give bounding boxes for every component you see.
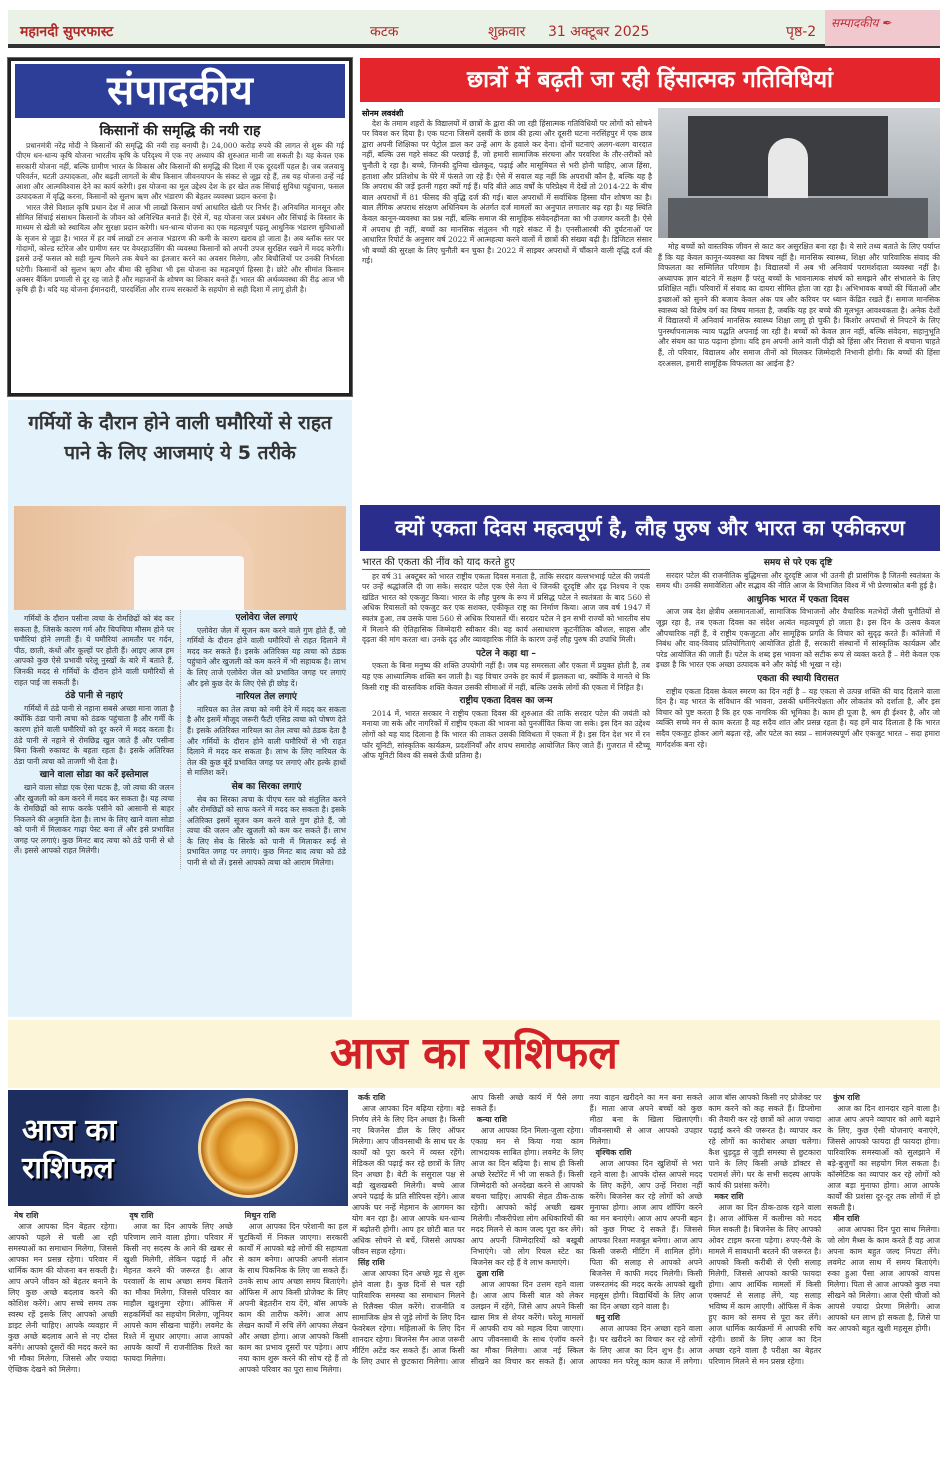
classroom-photo <box>658 108 940 238</box>
editorial-subtitle: किसानों की समृद्धि की नयी राह <box>99 123 261 139</box>
section-heading: ठंडे पानी से नहाएं <box>65 691 123 702</box>
zodiac-sign-name: कुंभ राशि <box>833 1093 860 1102</box>
paragraph: गर्मियों के दौरान पसीना त्वचा के रोमछिद्रों को बंद कर सकता है, जिसके कारण गर्म और चिपचिपा मौसम होने पर घमौरियां होने लगती हैं। ये घमौरियां आमतौर पर गर्दन, पीठ, छाती, कंधों और कूल्हों पर होती हैं। आइए आज हम आपको कुछ ऐसे प्रभावी घरेलू नुस्खों के बारे में बताते हैं, जिनकी मदद से गर्मियों के दौरान होने वाली घमौरियों से राहत पाई जा सकती है। <box>14 614 174 687</box>
paragraph: गर्मियों में ठंडे पानी से नहाना सबसे अच्छा माना जाता है क्योंकि ठंडा पानी त्वचा को ठंडक पहुंचाता है और गर्मी के कारण होने वाली घमौरियों को दूर करने में मदद करता है। ठंडे पानी से नहाने से रोमछिद्र खुल जाते हैं और पसीना बिना किसी रुकावट के बहता रहता है। इसके अतिरिक्त ठंडा पानी त्वचा को ताजगी भी देता है। <box>14 703 174 766</box>
horoscope-text: आज आपका दिन बढ़िया रहेगा। बड़े निर्णय लेने के लिए दिन अच्छा है। किसी नए बिजनेस डील के लिए ऑफर मिलेगा। आप जीवनसाथी के साथ घर के कार्यों को पूरा करने में व्यस्त रहेंगे। मेडिकल की पढ़ाई कर रहे छात्रों के लिए दिन अच्छा है। बेटी के ससुराल पक्ष से बड़ी खुशखबरी मिलेगी। बच्चे आज अपने पढ़ाई के प्रति सीरियस रहेंगे। आज आपके घर नन्हें मेहमान के आगमन का योग बन रहा है। आज आपके धन-धान्य में बढ़ोतरी होगी। आप हर छोटी बात पर अधिक सोचने से बचें, जिससे आपका जीवन सहज रहेगा। <box>352 1104 465 1256</box>
newspaper-name: महानदी सुपरफास्ट <box>20 24 114 40</box>
editorial-logo <box>825 10 940 46</box>
masthead-bar <box>8 10 940 48</box>
zodiac-sign-name: सिंह राशि <box>358 1258 385 1267</box>
section-heading: राष्ट्रीय एकता दिवस का जन्म <box>459 696 553 707</box>
weekday: शुक्रवार <box>488 24 526 40</box>
health-headline: गर्मियों के दौरान होने वाली घमौरियों से राहत पाने के लिए आजमाएं ये 5 तरीके <box>28 412 332 464</box>
section-heading: नारियल तेल लगाएं <box>236 692 297 703</box>
horoscope-text: आज का दिन शानदार रहने वाला है। आज आप अपने व्यापार को आगे बढ़ाने के लिए, कुछ ऐसी योजनाएं बनाएंगे, जिससे आपको फायदा ही फायदा होगा। पारिवारिक समस्याओं को सुलझाने में बड़े-बुजुर्गों का सहयोग मिल सकता है। कॉस्मेटिक का व्यापार कर रहे लोगों को आज बड़ा मुनाफा होगा। आज आपके कार्यों की प्रशंसा दूर-दूर तक लोगों में हो सकती है। <box>827 1104 940 1212</box>
zodiac-sign-name: मिथुन राशि <box>244 1211 276 1220</box>
section-heading: एलोवेरा जेल लगाएं <box>235 613 298 623</box>
horoscope-text: आज आपका दिन परेशानी का हल चुटकियों में निकल जाएगा। सरकारी कार्यों में आपको बड़े लोगों की सहायता से काम बनेगा। आपकी अपनी संतान के साथ पिकनिक के लिए जा सकते हैं। उनके साथ आप अच्छा समय बिताएंगे। ऑफिस में आप किसी प्रोजेक्ट के लिए अपनी बेहतरीन राय देंगे, बॉस आपके काम की तारीफ करेंगे। आज आप लेखन कार्यों में रुचि लेंगे आपका लेखन और अच्छा होगा। आज आपको किसी काम का प्रभाव दूसरों पर पड़ेगा। आप नया काम शुरू करने की सोच रहे हैं तो आपको परिवार का पूरा साथ मिलेगा। <box>238 1222 348 1374</box>
section-heading: एकता की स्थायी विरासत <box>757 673 839 684</box>
zodiac-sign-name: मकर राशि <box>714 1192 744 1201</box>
paragraph: आज जब देश क्षेत्रीय असमानताओं, सामाजिक विभाजनों और वैचारिक मतभेदों जैसी चुनौतियों से जूझ रहा है, तब एकता दिवस का संदेश अत्यंत महत्वपूर्ण हो जाता है। इस दिन के उत्सव केवल औपचारिक नहीं हैं, वे राष्ट्रीय एकजुटता और सामूहिक प्रगति के विचार को सुदृढ़ करते हैं। कॉलेजों में निबंध और वाद-विवाद प्रतियोगिताएं आयोजित होती हैं, सरकारी संस्थानों में सांस्कृतिक कार्यक्रम और परेड आयोजित की जाती हैं। पटेल के शब्द इस भावना को सटीक रूप से व्यक्त करते हैं – मेरी केवल एक इच्छा है कि भारत एक अच्छा उत्पादक बने और कोई भी भूखा न रहे। <box>656 607 940 670</box>
zodiac-sign-name: मेष राशि <box>14 1211 39 1220</box>
horoscope-text: आज का दिन आपके लिए अच्छे परिणाम लाने वाला होगा। परिवार में किसी नए सदस्य के आने की खबर से खुशी मिलेगी, लेकिन पढ़ाई में और मेहनत करने की जरूरत है। आज परवालों के साथ अच्छा समय बिताने का मौका मिलेगा, जिससे परिवार का माहौल खुशनुमा रहेगा। ऑफिस में सहकर्मियों का सहयोग मिलेगा, जूनियर आपसे काम सीखना चाहेंगे। लवमेट के रिश्ते में सुधार आएगा। आज आपको आपके कार्यों में राजनीतिक रिश्ते का फायदा मिलेगा। <box>123 1222 233 1363</box>
paragraph: सरदार पटेल की राजनीतिक बुद्धिमत्ता और दूरदृष्टि आज भी उतनी ही प्रासंगिक है जितनी स्वतंत्रता के समय थी। उनकी समावेशिता और सद्भाव की नीति आज के विभाजित विश्व में भी प्रेरणास्रोत बनी हुई है। <box>656 570 940 591</box>
paragraph: एकता के बिना मनुष्य की शक्ति उपयोगी नहीं है। जब यह समरसता और एकता में प्रयुक्त होती है, तब यह एक आध्यात्मिक शक्ति बन जाती है। यह विचार उनके हर कार्य में झलकता था, क्योंकि वे मानते थे कि किसी राष्ट्र की वास्तविक शक्ति केवल उसकी सीमाओं में नहीं, बल्कि उसके लोगों की एकता में निहित है। <box>362 661 650 692</box>
health-article <box>8 400 352 1017</box>
violence-col-1 <box>362 108 652 267</box>
section-heading: समय से परे एक दृष्टि <box>763 558 833 568</box>
editorial-box <box>8 58 352 396</box>
zodiac-sign-name: कन्या राशि <box>476 1115 507 1124</box>
date: 31 अक्टूबर 2025 <box>548 24 650 40</box>
city: कटक <box>370 24 399 40</box>
zodiac-sign-name: वृष राशि <box>129 1211 154 1220</box>
ekta-col-1 <box>362 555 650 762</box>
horoscope-text: आज का दिन ठीक-ठाक रहने वाला है। आज ऑफिस में कलीग्स को मदद मिल सकती है। बिजनेस के लिए आपको ओवर टाइम करना पड़ेगा। रुपए-पैसे के मामले में सावधानी बरतने की जरूरत है। आपको किसी करीबी से ऐसी सलाह मिलेगी, जिससे आपको काफी फायदा होगा। आप आर्थिक मामलों में किसी एक्सपर्ट से सलाह लेंगे, यह सलाह भविष्य में काम आएगी। ऑफिस में केक हुए काम को समय से पूरा कर लेंगे। आज धार्मिक कार्यक्रमों में आपकी रुचि रहेगी। छात्रों के लिए आज का दिन अच्छा रहने वाला है परीक्षा का बेहतर परिणाम मिलने से मन प्रसन्न रहेगा। <box>708 1203 822 1366</box>
horoscope-text: आज आपका दिन खुशियों से भरा रहने वाला है। आपके दोस्त आपसे मदद के लिए कहेंगे, आप उन्हें निराश नहीं करेंगे। बिजनेस कर रहे लोगों को अच्छे मुनाफा होगा। आज आप शॉपिंग करने का मन बनाएंगे। आज आप अपनी बहन को कुछ गिफ्ट दे सकते हैं। जिससे आपका रिश्ता मजबूत बनेगा। आज आप किसी जरूरी मीटिंग में शामिल होंगे। पिता की सलाह से आपको अपने बिजनेस में काफी मदद मिलेगी। किसी जरूरतमंद की मदद करके आपको खुशी महसूस होगी। विद्यार्थियों के लिए आज का दिन अच्छा रहने वाला है। <box>589 1159 703 1311</box>
editorial-logo-text: सम्पादकीय <box>831 16 879 30</box>
horoscope-text: आज आपका दिन उत्तम रहने वाला है। आज आप किसी बात को लेकर उलझन में रहेंगे, जिसे आप अपने किसी खास मित्र से शेयर करेंगे। घरेलू मामलों में आपकी राय को महत्व दिया जाएगा। आप जीवनसाथी के साथ एंजॉय करने का मौका मिलेगा। आज नई स्किल सीखने का विचार कर सकते हैं। आज नया वाहन खरीदने का मन बना सकते हैं। माता आज अपने बच्चों को कुछ मीठा बना के खिला खिलाएंगी। जीवनसाथी से आज आपको उपहार मिलेगा। <box>470 1093 703 1366</box>
rashifal-columns-right <box>352 1092 940 1367</box>
horoscope-text: आज आपका दिन अच्छे मूड से शुरू होने वाला है। कुछ दिनों से चल रही पारिवारिक समस्या का समाधान मिलने से रिलैक्स फील करेंगे। राजनीति व सामाजिक क्षेत्र से जुड़े लोगों के लिए दिन फेवरेबल रहेगा। महिलाओं के लिए दिन शानदार रहेगा। बिजनेस मैन आज जरूरी मीटिंग अटेंड कर सकते हैं। आज किसी के लिए उधार से छुटकारा मिलेगा। आज आप किसी अच्छे कार्य में पैसे लगा सकते हैं। <box>352 1093 584 1366</box>
zodiac-sign-name: मीन राशि <box>833 1214 860 1223</box>
zodiac-wheel-icon <box>198 1098 298 1198</box>
section-heading: सेब का सिरका लगाएं <box>231 781 302 792</box>
paragraph: नारियल का तेल त्वचा को नमी देने में मदद कर सकता है और इसमें मौजूद जरूरी फैटी एसिड त्वचा को पोषण देते हैं। इसके अतिरिक्त नारियल का तेल त्वचा को ठंडक देता है और गर्मियों के दौरान होने वाली घमौरियों से भी राहत दिलाने में मदद कर सकता है। लाभ के लिए नारियल के तेल की कुछ बूंदें प्रभावित जगह पर लगाएं और हल्के हाथों से मालिश करें। <box>187 704 346 778</box>
pen-icon: ✒ <box>882 16 893 30</box>
horoscope-text: आज आपका दिन पूरा साथ मिलेगा। जो लोग मैथ्स के काम करते हैं वह आज अपना काम बहुत जल्द निपटा लेंगे। लवमेट आज साथ में समय बिताएंगे। रुका हुआ पैसा आज आपको वापस मिलेगा। पिता से आज आपको कुछ नया सीखने को मिलेगा। आज ऐसी चीजों को आपसे ज्यादा प्रेरणा मिलेगी। आज आपको धन लाभ हो सकता है, जिसे पा कर आपको बहुत खुशी महसूस होगी। <box>827 1225 940 1333</box>
paragraph: सेब का सिरका त्वचा के पीएच स्तर को संतुलित करने और रोमछिद्रों को साफ करने में मदद कर सकता है। इसके अतिरिक्त इसमें सूजन कम करने वाले गुण होते हैं, जो त्वचा की जलन और खुजली को कम कर सकते हैं। लाभ के लिए सेब के सिरके को पानी में मिलाकर रूई से प्रभावित जगह पर लगाएं। कुछ मिनट बाद त्वचा को ठंडे पानी से धो लें। इससे आपको त्वचा को आराम मिलेगा। <box>187 794 346 868</box>
paragraph: प्रधानमंत्री नरेंद्र मोदी ने किसानों की समृद्धि की नयी राह बनायी है। 24,000 करोड़ रुपये की लागत से शुरू की गई पीएम धन-धान्य कृषि योजना भारतीय कृषि के परिदृश्य में एक नए अध्याय की शुरुआत मानी जा सकती है। यह केवल एक सरकारी योजना नहीं, बल्कि ग्रामीण भारत के विकास और किसानों की समृद्धि की दिशा में एक दूरदर्शी पहल है। जब जलवायु परिवर्तन, घटती उत्पादकता, और बढ़ती लागतों के बीच किसान जीवनयापन के संकट से जूझ रहे हैं, तब यह योजना उन्हें नई आशा और आत्मविश्वास देने का कार्य करेगी। इस योजना का मूल उद्देश्य देश के हर खेत तक सिंचाई सुविधा पहुंचाना, फसल उत्पादकता में वृद्धि करना, किसानों को सुलभ ऋण और भंडारण की बेहतर व्यवस्था प्रदान करना है। <box>16 141 344 202</box>
ekta-col-2 <box>656 555 940 750</box>
zodiac-sign-name: धनु राशि <box>595 1313 620 1322</box>
page-number: पृष्ठ-2 <box>786 24 817 40</box>
author-byline: सोनम लववंशी <box>362 108 404 118</box>
paragraph: 2014 में, भारत सरकार ने राष्ट्रीय एकता दिवस की शुरुआत की ताकि सरदार पटेल की जयंती को मनाया जा सके और नागरिकों में राष्ट्रीय एकता की भावना को पुनर्जीवित किया जा सके। इस दिन का उद्देश्य लोगों को यह याद दिलाना है कि भारत की ताकत उसकी विविधता में एकता में है। इस दिन देश भर में रन फॉर यूनिटी, सांस्कृतिक कार्यक्रम, प्रदर्शनियाँ और शपथ समारोह आयोजित किए जाते हैं। गुजरात में स्टैच्यू ऑफ यूनिटी विश्व की सबसे ऊँची प्रतिमा है। <box>362 708 650 761</box>
rashifal-title: आज का राशिफल <box>8 1020 940 1088</box>
health-col-1 <box>14 614 174 857</box>
paragraph: एलोवेरा जेल में सूजन कम करने वाले गुण होते हैं, जो गर्मियों के दौरान होने वाली घमौरियों से राहत दिलाने में मदद कर सकते हैं। इसके अतिरिक्त यह त्वचा को ठंडक पहुंचाने और खुजली को कम करने में भी सहायक है। लाभ के लिए ताजे एलोवेरा जेल को प्रभावित जगह पर लगाएं और इसे कुछ देर के लिए ऐसे ही छोड़ दें। <box>187 625 346 688</box>
violence-col-2 <box>658 242 940 369</box>
paragraph: मोह बच्चों को वास्तविक जीवन से काट कर असुरक्षित बना रहा है। ये सारे तथ्य बताते के लिए पर्याप्त हैं कि यह केवल कानून-व्यवस्था का विषय नहीं है। मानसिक स्वास्थ्य, शिक्षा और पारिवारिक संवाद की विफलता का सम्मिलित परिणाम है। विद्यालयों में अब भी अनिवार्य परामर्शदाता व्यवस्था नहीं है। अध्यापक ज्ञान बांटने में सक्षम हैं परंतु बच्चों के भावनात्मक संघर्ष को समझने और संभालने के लिए प्रशिक्षित नहीं। परिवारों में संवाद का दायरा सीमित होता जा रहा है। अभिभावक बच्चों की चिंताओं और इच्छाओं को सुनने की बजाय केवल अंक पत्र और करियर पर ध्यान केंद्रित रखते हैं। समाज मानसिक स्वास्थ्य को विशेष वर्ग का विषय मानता है, जबकि यह हर बच्चे की मूलभूत आवश्यकता है। अनेक देशों में विद्यालयों में अनिवार्य मानसिक स्वास्थ्य शिक्षा लागू हो चुकी है। किशोर अपराधों से निपटने के लिए पुनर्स्थापनात्मक न्याय पद्धति अपनाई जा रही है। बच्चों को केवल ज्ञान नहीं, बल्कि संवेदना, सहानुभूति और संयम का पाठ पढ़ाना होगा। यदि हम अपनी आने वाली पीढ़ी को हिंसा और निराशा से बचाना चाहते हैं, तो परिवार, विद्यालय और समाज तीनों को मिलकर जिम्मेदारी निभानी होगी। कि बच्चों की हिंसा दरअसल, हमारी सामूहिक विफलता का आईना है? <box>658 242 940 368</box>
paragraph: राष्ट्रीय एकता दिवस केवल स्मरण का दिन नहीं है – यह एकता से उत्पन्न शक्ति की याद दिलाने वाला दिन है। यह भारत के संविधान की भावना, उसकी धर्मनिरपेक्षता और लोकतंत्र को दर्शाता है, और इस विचार को पुष्ट करता है कि हर एक नागरिक की भूमिका है। काम ही पूजा है, श्रम ही ईश्वर है, और जो व्यक्ति सच्चे मन से काम करता है वह सदैव शांत और प्रसन्न रहता है। यह हमें याद दिलाता है कि भारत सदैव एकजुट होकर आगे बढ़ता रहे, और पटेल का स्वप्न – सामंजस्यपूर्ण और एकजुट भारत – सदा हमारा मार्गदर्शक बना रहे। <box>656 686 940 749</box>
section-heading: पटेल ने कहा था – <box>476 648 536 659</box>
paragraph: खाने वाला सोडा एक ऐसा घटक है, जो त्वचा की जलन और खुजली को कम करने में मदद कर सकता है। यह त्वचा के रोमछिद्रों को साफ करके पसीने को आसानी से बाहर निकलने की अनुमति देता है। लाभ के लिए खाने वाला सोडा को पानी में मिलाकर गाढ़ा पेस्ट बना लें और इसे प्रभावित जगह पर लगाएं। कुछ मिनट बाद त्वचा को ठंडे पानी से धो लें। इससे आपको राहत मिलेगी। <box>14 782 174 856</box>
section-heading: आधुनिक भारत में एकता दिवस <box>747 594 849 605</box>
banner-text: आज का राशिफल <box>22 1113 117 1186</box>
paragraph: भारत जैसे विशाल कृषि प्रधान देश में आज भी लाखों किसान वर्षा आधारित खेती पर निर्भर हैं। अनियमित मानसून और सीमित सिंचाई संसाधन किसानों के जीवन को अनिश्चित बनाते हैं। ऐसे में, यह योजना जल प्रबंधन और सिंचाई के विस्तार के माध्यम से खेती को स्थायित्व और सुरक्षा प्रदान करेगी। धन-धान्य योजना का एक महत्वपूर्ण पहलू आधुनिक भंडारण सुविधाओं के सृजन से जुड़ा है। भारत में हर वर्ष लाखों टन अनाज भंडारण की कमी के कारण खराब हो जाता है। अब ब्लॉक स्तर पर गोदामों, कोल्ड स्टोरेज और ग्रामीण स्तर पर वेयरहाउसिंग की व्यवस्था किसानों को अपनी उपज सुरक्षित रखने में मदद करेगी। इससे उन्हें फसल को सही मूल्य मिलने तक बेचने का इंतजार करने का अवसर मिलेगा, और बिचौलियों पर उनकी निर्भरता घटेगी। किसानों को सुलभ ऋण और बीमा की सुविधा भी इस योजना का महत्वपूर्ण हिस्सा है। छोटे और सीमांत किसान अक्सर बैंकिंग प्रणाली से दूर रह जाते हैं और महाजनों के शोषण का शिकार बनते हैं। भारत की अर्थव्यवस्था की रीढ़ आज भी कृषि ही है। यदि यह योजना ईमानदारी, पारदर्शिता और राज्य सरकारों के सहयोग से सही दिशा में लागू होती है। <box>16 202 344 295</box>
zodiac-sign-name: वृश्चिक राशि <box>595 1148 632 1157</box>
zodiac-sign-name: कर्क राशि <box>358 1093 386 1102</box>
editorial-title: संपादकीय <box>15 64 345 118</box>
violence-headline: छात्रों में बढ़ती जा रही हिंसात्मक गतिविधियां <box>360 58 940 102</box>
paragraph: देश के तमाम शहरों के विद्यालयों में छात्रों के द्वारा की जा रही हिंसात्मक गतिविधियों पर लोगों को सोचने पर विवश कर दिया है। एक घटना जिसमें दसवीं के छात्र की हत्या और दूसरी घटना नरसिंहपुर में एक छात्र द्वारा अपनी शिक्षिका पर पेट्रोल डाल कर उन्हें आग के हवाले कर देना। दोनों घटनाएं अलग-थलग वारदात नहीं, बल्कि उस गहरे संकट की परछाई हैं, जो हमारी सामाजिक संरचना और परवरिश के तौर-तरीकों को चुनौती दे रहा है। बच्चे, जिनकी दुनिया खेलकूद, पढ़ाई और मासूमियत से भरी होनी चाहिए, आज हिंसा, हताशा और प्रतिशोध के घेरे में फंसते जा रहे हैं। ऐसे में सवाल यह नहीं कि अपराधी कौन है, बल्कि यह है कि अपराध की जड़ें इतनी गहरा क्यों गई हैं। यदि बीते आठ वर्षों के परिप्रेक्ष्य में देखें तो 2014-22 के बीच बाल अपराधों में 81 फीसद की वृद्धि दर्ज की गई। बाल अपराधों में सर्वाधिक हिस्सा यौन शोषण का है। बाल लैंगिक अपराध संरक्षण अधिनियम के अंतर्गत दर्ज मामलों का अनुपात लगातार बढ़ रहा है। यह स्थिति केवल कानून-व्यवस्था का प्रश्न नहीं, बल्कि समाज की सामूहिक संवेदनहीनता का भी उजागर करती है। ऐसे में अपराध ही नहीं, बच्चों का मानसिक संतुलन भी गहरे संकट में है। एनसीआरबी की दुर्घटनाओं पर आधारित रिपोर्ट के अनुसार वर्ष 2022 में आत्महत्या करने वालों में छात्रों की संख्या बढ़ी है। डिजिटल संसार भी बच्चों की सुरक्षा के लिए चुनौती बन चुका है। 2022 में साइबर अपराधों में चौंकाने वाली वृद्धि दर्ज की गई। <box>362 118 652 266</box>
skin-rash-photo <box>14 506 346 610</box>
paragraph: हर वर्ष 31 अक्टूबर को भारत राष्ट्रीय एकता दिवस मनाता है, ताकि सरदार वल्लभभाई पटेल की जयंती पर उन्हें श्रद्धांजलि दी जा सके। सरदार पटेल एक ऐसे नेता थे जिनकी दूरदृष्टि और दृढ़ निश्चय ने एक खंडित भारत को एकजुट किया। भारत के लौह पुरुष के रूप में प्रसिद्ध पटेल ने स्वतंत्रता के बाद 560 से अधिक रियासतों को एकजुट कर एक सशक्त, एकीकृत राष्ट्र का निर्माण किया। आज जब वर्ष 1947 में स्वतंत्र हुआ, तब उसके पास 560 से अधिक रियासतें थीं। सरदार पटेल ने इन सभी राज्यों को भारतीय संघ में मिलाने की ऐतिहासिक जिम्मेदारी स्वीकार की। यह कार्य असाधारण कूटनीतिक कौशल, साहस और दृढ़ता की मांग करता था। उनके दृढ़ और व्यावहारिक नीति के कारण उन्हें लौह पुरुष की उपाधि मिली। <box>362 571 650 645</box>
horoscope-text: आज आपका दिन बेहतर रहेगा। आपको पहले से चली आ रही समस्याओं का समाधान मिलेगा, जिससे आपका मन प्रसन्न रहेगा। परिवार में धार्मिक काम की योजना बन सकती है। आप अपने जीवन को बेहतर बनाने के लिए कुछ अच्छे बदलाव करने की कोशिश करेंगे। आप सच्चे समय तक स्वस्थ रहें इसके लिए आपको अच्छी डाइट लेनी चाहिए। आपके व्यवहार में कुछ अच्छे बदलाव आने से नए दोस्त बनेंगे। आपको दूसरों की मदद करने का भी मौका मिलेगा, जिससे और ज्यादा ऐच्छिक देखने को मिलेगा। <box>8 1222 118 1374</box>
health-col-2 <box>180 610 346 869</box>
zodiac-sign-name: तुला राशि <box>476 1269 504 1278</box>
rashifal-columns-left <box>8 1210 348 1375</box>
zodiac-banner-image <box>8 1090 348 1206</box>
ekta-headline: क्यों एकता दिवस महत्वपूर्ण है, लौह पुरुष और भारत का एकीकरण <box>360 505 940 551</box>
editorial-body <box>16 141 344 295</box>
horoscope-text: आज आपका दिन अच्छा रहने वाला है। घर खरीदने का विचार कर रहे लोगों के लिए आज का दिन शुभ है। आज आपका मन घरेलू काम काज में लगेगा। आज बॉस आपको किसी नए प्रोजेक्ट पर काम करने को कह सकते हैं। डिप्लोमा की तैयारी कर रहे छात्रों को आज ज्यादा पढ़ाई करने की जरूरत है। व्यापार कर रहे लोगों का कारोबार अच्छा चलेगा। कैश धुड़दुड़ से जुड़ी समस्या से छुटकारा पाने के लिए किसी अच्छे डॉक्टर से परामर्श लेंगे। घर के सभी सदस्य आपके कार्य की प्रशंसा करेंगे। <box>589 1093 822 1366</box>
section-heading: भारत की एकता की नींव को याद करते हुए <box>362 558 650 570</box>
section-heading: खाने वाला सोडा का करें इस्तेमाल <box>39 770 149 781</box>
horoscope-text: आज आपका दिन मिला-जुला रहेगा। एकाग्र मन से किया गया काम लाभदायक साबित होगा। लवमेट के लिए आज का दिन बढ़िया है। साथ ही किसी अच्छे रेस्टोरेंट में भी जा सकते हैं। किसी जिम्मेदारी को अनदेखा करने से आपको बचना चाहिए। आपकी सेहत ठीक-ठाक रहेगी। आपको कोई अच्छी खबर मिलेगी। नौकरीपेशा लोग अधिकारियों की मदद मिलने से काम जल्द पूरा कर लेंगे। आप अपनी जिम्मेदारियों को बखूबी निभाएंगे। जो लोग रियल स्टेट का बिजनेस कर रहे हैं वे लाभ कमाएंगे। <box>470 1126 584 1267</box>
